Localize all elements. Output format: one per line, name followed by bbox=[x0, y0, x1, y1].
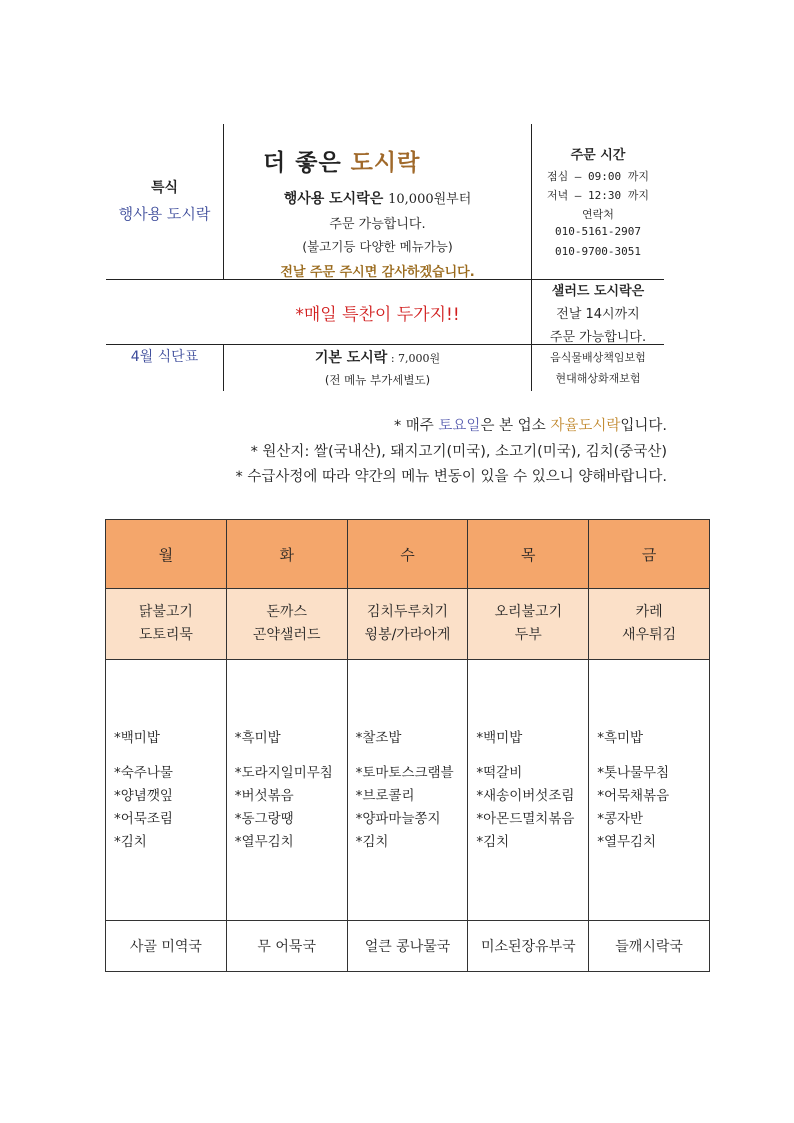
note-highlight: 자율도시락 bbox=[550, 418, 621, 434]
daily-special: *매일 특찬이 두가지!! bbox=[295, 305, 460, 325]
special-dish: 카레 bbox=[635, 604, 663, 620]
side-item: *김치 bbox=[114, 833, 147, 850]
soup-friday: 들깨시락국 bbox=[589, 921, 710, 972]
soup-wednesday: 얼큰 콩나물국 bbox=[347, 921, 468, 972]
side-item: *콩자반 bbox=[597, 810, 644, 827]
special-dish: 김치두루치기 bbox=[366, 604, 449, 620]
day-wednesday: 수 bbox=[347, 520, 468, 589]
side-item: *토마토스크램블 bbox=[355, 764, 454, 781]
side-item: *버섯볶음 bbox=[234, 787, 294, 804]
event-price: 10,000원부터 bbox=[388, 192, 472, 207]
phone-2: 010-9700-3051 bbox=[554, 245, 642, 258]
special-dish: 윙봉/가라아게 bbox=[364, 627, 451, 643]
side-item: *양파마늘쫑지 bbox=[355, 810, 441, 827]
side-item: *새송이버섯조림 bbox=[476, 787, 575, 804]
special-cell bbox=[106, 589, 227, 660]
day-header-row bbox=[106, 520, 710, 589]
basic-price: : 7,000원 bbox=[387, 352, 441, 365]
special-dish: 도토리묵 bbox=[138, 627, 193, 643]
note-disclaimer: * 수급사정에 따라 약간의 메뉴 변동이 있을 수 있으니 양해바랍니다. bbox=[235, 469, 667, 485]
soup-monday: 사골 미역국 bbox=[106, 921, 227, 972]
items-monday bbox=[106, 660, 227, 921]
special-dish: 닭불고기 bbox=[138, 604, 193, 620]
rice-item: *흑미밥 bbox=[234, 729, 281, 746]
insurance-line-2: 현대해상화재보험 bbox=[555, 372, 641, 385]
side-item: *김치 bbox=[355, 833, 389, 850]
basic-sub: (전 메뉴 부가세별도) bbox=[324, 373, 431, 387]
side-item: *열무김치 bbox=[234, 833, 294, 850]
rice-item: *백미밥 bbox=[476, 729, 523, 746]
special-dish: 돈까스 bbox=[266, 604, 307, 620]
soup-thursday: 미소된장유부국 bbox=[468, 921, 589, 972]
special-sub-label: 행사용 도시락 bbox=[118, 205, 211, 223]
basic-lunchbox bbox=[224, 347, 531, 367]
special-cell bbox=[347, 589, 468, 660]
side-item: *숙주나물 bbox=[114, 764, 173, 781]
rice-item: *찰조밥 bbox=[355, 729, 402, 746]
event-line-2: 주문 가능합니다. bbox=[329, 217, 426, 232]
day-friday: 금 bbox=[589, 520, 710, 589]
items-friday bbox=[589, 660, 710, 921]
basic-label: 기본 도시락 bbox=[314, 350, 388, 366]
salad-line-2: 주문 가능합니다. bbox=[549, 330, 647, 345]
special-dish: 오리불고기 bbox=[494, 604, 563, 620]
title-main: 더 좋은 bbox=[263, 150, 351, 176]
note-text: * 매주 bbox=[393, 418, 439, 434]
day-tuesday: 화 bbox=[226, 520, 347, 589]
side-item: *어묵조림 bbox=[114, 810, 173, 827]
contact-label: 연락처 bbox=[582, 208, 614, 221]
note-highlight: 토요일 bbox=[438, 418, 481, 434]
salad-title: 샐러드 도시락은 bbox=[551, 284, 645, 299]
special-dish: 두부 bbox=[514, 627, 542, 643]
note-origin: * 원산지: 쌀(국내산), 돼지고기(미국), 소고기(미국), 김치(중국산) bbox=[250, 444, 667, 460]
day-thursday: 목 bbox=[468, 520, 589, 589]
note-text: 입니다. bbox=[620, 418, 667, 434]
event-line-4: 전날 주문 주시면 감사하겠습니다. bbox=[280, 265, 475, 280]
event-text: 행사용 도시락은 bbox=[283, 191, 389, 207]
order-lunch: 점심 – 09:00 까지 bbox=[546, 170, 650, 183]
phone-1: 010-5161-2907 bbox=[554, 225, 642, 238]
menu-table bbox=[105, 519, 710, 972]
side-dish-row bbox=[106, 660, 710, 921]
items-tuesday bbox=[226, 660, 347, 921]
special-cell bbox=[468, 589, 589, 660]
note-saturday bbox=[394, 414, 667, 435]
salad-line-1: 전날 14시까지 bbox=[556, 307, 640, 322]
side-item: *톳나물무침 bbox=[597, 764, 670, 781]
side-item: *어묵채볶음 bbox=[597, 787, 670, 804]
event-line-3: (불고기등 다양한 메뉴가능) bbox=[302, 239, 453, 254]
side-item: *양념깻잎 bbox=[114, 787, 173, 804]
side-item: *아몬드멸치볶음 bbox=[476, 810, 575, 827]
note-text: 은 본 업소 bbox=[480, 418, 551, 434]
soup-tuesday: 무 어묵국 bbox=[226, 921, 347, 972]
month-label: 4월 식단표 bbox=[130, 349, 199, 365]
side-item: *브로콜리 bbox=[355, 787, 415, 804]
special-dish: 새우튀김 bbox=[622, 627, 677, 643]
order-time-title: 주문 시간 bbox=[570, 148, 626, 163]
order-dinner: 저녁 – 12:30 까지 bbox=[546, 189, 650, 202]
event-line-1 bbox=[224, 188, 531, 208]
day-monday: 월 bbox=[106, 520, 227, 589]
items-wednesday bbox=[347, 660, 468, 921]
rice-item: *흑미밥 bbox=[597, 729, 644, 746]
title-accent: 도시락 bbox=[350, 150, 421, 176]
soup-row bbox=[106, 921, 710, 972]
side-item: *동그랑땡 bbox=[234, 810, 294, 827]
special-label: 특식 bbox=[150, 180, 179, 196]
side-item: *김치 bbox=[476, 833, 510, 850]
rice-item: *백미밥 bbox=[114, 729, 160, 746]
side-item: *떡갈비 bbox=[476, 764, 523, 781]
side-item: *도라지일미무침 bbox=[234, 764, 333, 781]
special-cell bbox=[226, 589, 347, 660]
insurance-line-1: 음식물배상책임보험 bbox=[550, 351, 646, 364]
special-dish-row bbox=[106, 589, 710, 660]
page-title bbox=[263, 144, 420, 177]
side-item: *열무김치 bbox=[597, 833, 657, 850]
special-cell bbox=[589, 589, 710, 660]
special-dish: 곤약샐러드 bbox=[252, 627, 321, 643]
items-thursday bbox=[468, 660, 589, 921]
